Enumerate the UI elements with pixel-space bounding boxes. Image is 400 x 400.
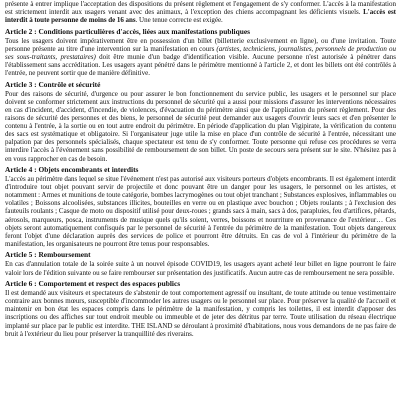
article-4-title: Article 4 : Objets encombrants et interdits [5, 165, 139, 175]
article-6-paragraph: Il est demandé aux visiteurs et spectateurs de s'abstenir de tout comportement agressif ou insultant, de toute attitude ou tenue vestimentaire contraire aux bonnes mœurs, susceptible d'incommoder les autres usagers ou le personnel sur place. Pour préserver la qualité de l'accueil et maintenir en bon état les espaces compris dans le périmètre de la manifestation, y compris les toilettes, il est interdit d'apposer des inscriptions ou des affiches sur tout endroit meuble ou immeuble et de jeter des détritus par terre. Toute utilisation du réseau électrique implanté sur place par le public est interdite. THE ISLAND se déroulant à proximité d'habitations, nous vous demandons de ne pas faire de bruit à l'extérieur du lieu pour préserver la tranquillité des riverains. [5, 289, 396, 338]
article-5 [5, 251, 396, 276]
article-3 [5, 81, 396, 163]
article-2-text-end: doit être munie d'un badge d'identification visible. Aucune personne n'est autorisée à pénétrer dans l'établissement sans accréditation. Les usagers ayant pénétré dans le périmètre mentionné à l'article 2, et dont les billets ont été contrôlés à l'entrée, ne peuvent sortir que de manière définitive. [5, 52, 396, 78]
article-6-title: Article 6 : Comportement et respect des espaces publics [5, 279, 181, 289]
intro-paragraph [5, 0, 396, 24]
dress-code-text: . Une tenue correcte est exigée. [135, 16, 223, 25]
article-2 [5, 28, 396, 77]
article-4-paragraph: L'accès au périmètre dans lequel se situe l'événement n'est pas autorisé aux visiteurs porteurs d'objets encombrants. Il est également interdit d'introduire tout objet pouvant servir de projectile et donc pouvant être un danger pour les usagers, le personnel ou les artistes, et notamment : Armes et munitions de toute catégorie, bombes lacrymogènes ou tout objet tranchant ; Substances explosives, inflammables ou volatiles ; Boissons alcoolisées, substances illicites, bouteilles en verre ou en plastique avec bouchon ; Objets roulants ; à l'exclusion des fauteuils roulants ; Casque de moto ou dispositif utilisé pour deux-roues ; grands sacs à main, sacs à dos, parapluies, feu d'artifices, pétards, aérosols, marqueurs, posca, instruments de musique quels qu'ils soient, verres, boissons et nourriture en provenance de l'extérieur… Ces objets seront automatiquement confisqués par le personnel de sécurité à l'entrée du périmètre de la manifestation. Tout objets dangereux feront l'objet d'une déclaration auprès des services de police et pourront être détruits. En cas de vol à l'intérieur du périmètre de la manifestation, les organisateurs ne pourront être tenus pour responsables. [5, 175, 396, 248]
article-2-title: Article 2 : Conditions particulières d'accès, liées aux manifestations publiques [5, 26, 250, 36]
intro-text: présente à entrer implique l'acceptation des dispositions du présent règlement et l'engagement de s'y conformer. L'accès à la manifestation est strictement interdit aux usagers venant avec des animaux, à l'exception des chiens accompagnant les déficients visuels. [5, 0, 396, 17]
article-3-title: Article 3 : Contrôle et sécurité [5, 79, 101, 89]
article-2-text-start: Tous les usagers doivent impérativement être en possession d'un billet (billetterie exclusivement en ligne), ou d'une invitation. Toute personne présente au titre d'une intervention sur la manifestation en cours [5, 36, 396, 53]
article-5-paragraph: En cas d'annulation totale de la soirée suite à un nouvel épisode COVID19, les usagers ayant acheté leur billet en ligne pourront le faire valoir lors de l'édition suivante ou se faire rembourser sur présentation des justificatifs. Aucun autre cas de remboursement ne sera possible. [5, 260, 396, 277]
age-restriction-text: L'accès est interdit à toute personne de moins de 16 ans [5, 8, 396, 25]
article-4 [5, 166, 396, 248]
article-2-italic-text: (artistes, techniciens, journalistes, personnels de production ou ses sous-traitants, prestataires) [5, 44, 396, 61]
article-2-paragraph [5, 37, 396, 77]
article-5-title: Article 5 : Remboursement [5, 250, 91, 260]
article-6 [5, 280, 396, 338]
article-3-paragraph: Pour des raisons de sécurité, d'urgence ou pour assurer le bon fonctionnement du service public, les usagers et le personnel sur place doivent se conformer strictement aux instructions du personnel de sécurité qui a aussi pour missions d'assurer les interventions nécessaires en cas d'incident, d'accident, d'incendie, de violences, d'évacuation du périmètre ainsi que de l'application du présent règlement. Pour des raisons de sécurité des personnes et des biens, le personnel de sécurité peut demander aux usagers d'ouvrir leurs sacs et d'en présenter le contenu à l'entrée, à la sortie ou en tout autre endroit du périmètre. En période d'application du plan Vigipirate, la vérification du contenu des sacs est systématique et obligatoire. Si l'organisateur juge utile la mise en place d'un contrôle de sécurité à l'entrée, nécessitant une palpation par des personnels spécialisés, chaque spectateur est tenu de s'y conformer. Toute personne qui refuse ces procédures se verra interdire l'accès à l'événement sans possibilité de remboursement de son billet. Un poste de secours sera présent sur le site. N'hésitez pas à en vous rapprocher en cas de besoin. [5, 89, 396, 163]
